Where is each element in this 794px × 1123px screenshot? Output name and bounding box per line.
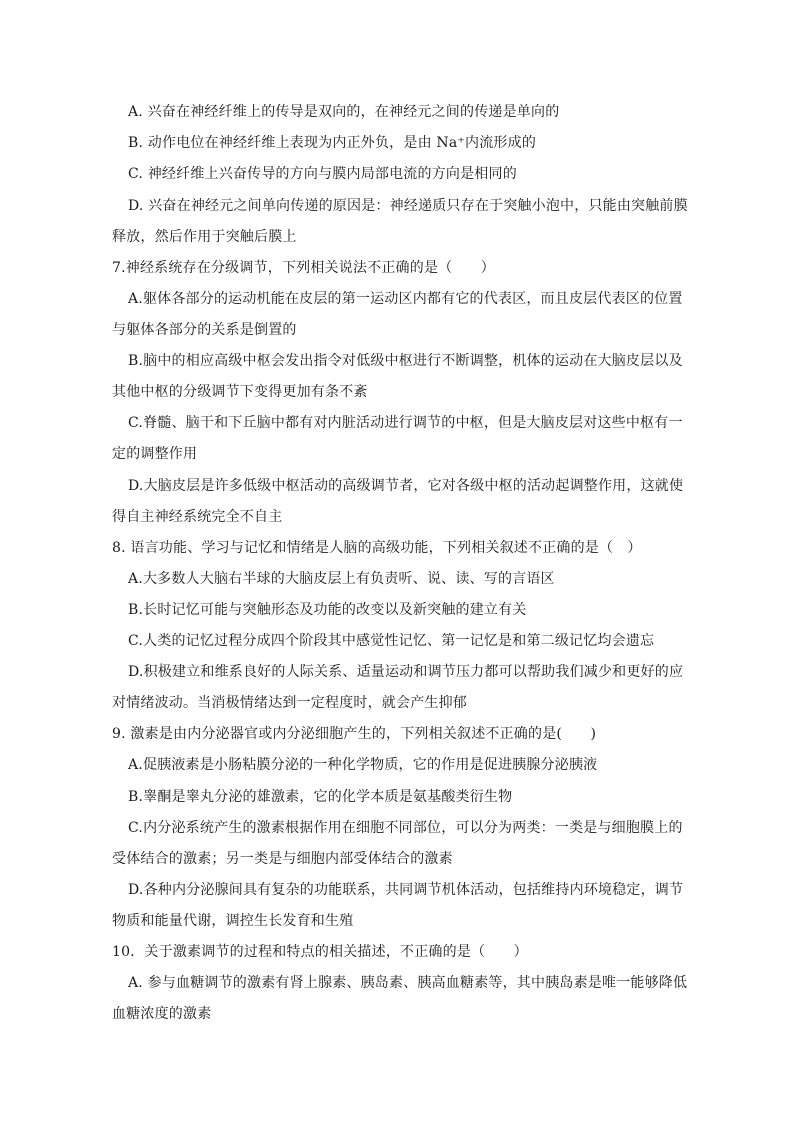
q7-option-a: A.躯体各部分的运动机能在皮层的第一运动区内都有它的代表区，而且皮层代表区的位置 bbox=[128, 291, 683, 307]
q6-option-c: C. 神经纤维上兴奋传导的方向与膜内局部电流的方向是相同的 bbox=[128, 166, 517, 182]
question-9-stem: 9. 激素是由内分泌器官或内分泌细胞产生的，下列相关叙述不正确的是( ) bbox=[112, 726, 597, 742]
q6-option-d: D. 兴奋在神经元之间单向传递的原因是：神经递质只存在于突触小泡中，只能由突触前膜 bbox=[128, 198, 688, 214]
q7-option-a-continued: 与躯体各部分的关系是倒置的 bbox=[112, 322, 297, 338]
q9-option-c-continued: 受体结合的激素；另一类是与细胞内部受体结合的激素 bbox=[112, 851, 453, 867]
q9-option-b: B.睾酮是睾丸分泌的雄激素，它的化学本质是氨基酸类衍生物 bbox=[128, 789, 513, 805]
q9-option-a: A.促胰液素是小肠粘膜分泌的一种化学物质，它的作用是促进胰腺分泌胰液 bbox=[128, 757, 598, 773]
q7-option-b: B.脑中的相应高级中枢会发出指令对低级中枢进行不断调整，机体的运动在大脑皮层以及 bbox=[128, 353, 683, 369]
q8-option-c: C.人类的记忆过程分成四个阶段其中感觉性记忆、第一记忆是和第二级记忆均会遗忘 bbox=[128, 633, 655, 649]
q6-option-d-continued: 释放，然后作用于突触后膜上 bbox=[112, 229, 297, 245]
q6-option-a: A. 兴奋在神经纤维上的传导是双向的，在神经元之间的传递是单向的 bbox=[128, 104, 560, 120]
q7-option-d: D.大脑皮层是许多低级中枢活动的高级调节者，它对各级中枢的活动起调整作用，这就使 bbox=[128, 478, 684, 494]
q10-option-a-continued: 血糖浓度的激素 bbox=[112, 1006, 212, 1022]
q9-option-d-continued: 物质和能量代谢，调控生长发育和生殖 bbox=[112, 913, 354, 929]
q8-option-d-continued: 对情绪波动。当消极情绪达到一定程度时，就会产生抑郁 bbox=[112, 695, 467, 711]
q6-option-b: B. 动作电位在神经纤维上表现为内正外负，是由 Na⁺内流形成的 bbox=[128, 135, 537, 151]
question-7-stem: 7.神经系统存在分级调节，下列相关说法不正确的是（ ） bbox=[112, 260, 495, 276]
q9-option-c: C.内分泌系统产生的激素根据作用在细胞不同部位，可以分为两类：一类是与细胞膜上的 bbox=[128, 820, 683, 836]
q10-option-a: A. 参与血糖调节的激素有肾上腺素、胰岛素、胰高血糖素等，其中胰岛素是唯一能够降低 bbox=[128, 975, 688, 991]
q7-option-b-continued: 其他中枢的分级调节下变得更加有条不紊 bbox=[112, 384, 368, 400]
q7-option-c: C.脊髓、脑干和下丘脑中都有对内脏活动进行调节的中枢，但是大脑皮层对这些中枢有一 bbox=[128, 415, 683, 431]
q7-option-c-continued: 定的调整作用 bbox=[112, 446, 198, 462]
q9-option-d: D.各种内分泌腺间具有复杂的功能联系，共同调节机体活动，包括维持内环境稳定，调节 bbox=[128, 882, 684, 898]
question-8-stem: 8. 语言功能、学习与记忆和情绪是人脑的高级功能，下列相关叙述不正确的是（ ） bbox=[112, 540, 642, 556]
q8-option-b: B.长时记忆可能与突触形态及功能的改变以及新突触的建立有关 bbox=[128, 602, 527, 618]
q8-option-d: D.积极建立和维系良好的人际关系、适量运动和调节压力都可以帮助我们减少和更好的应 bbox=[128, 664, 684, 680]
q7-option-d-continued: 得自主神经系统完全不自主 bbox=[112, 509, 283, 525]
q8-option-a: A.大多数人大脑右半球的大脑皮层上有负责听、说、读、写的言语区 bbox=[128, 571, 555, 587]
question-10-stem: 10．关于激素调节的过程和特点的相关描述，不正确的是（ ） bbox=[112, 944, 528, 960]
